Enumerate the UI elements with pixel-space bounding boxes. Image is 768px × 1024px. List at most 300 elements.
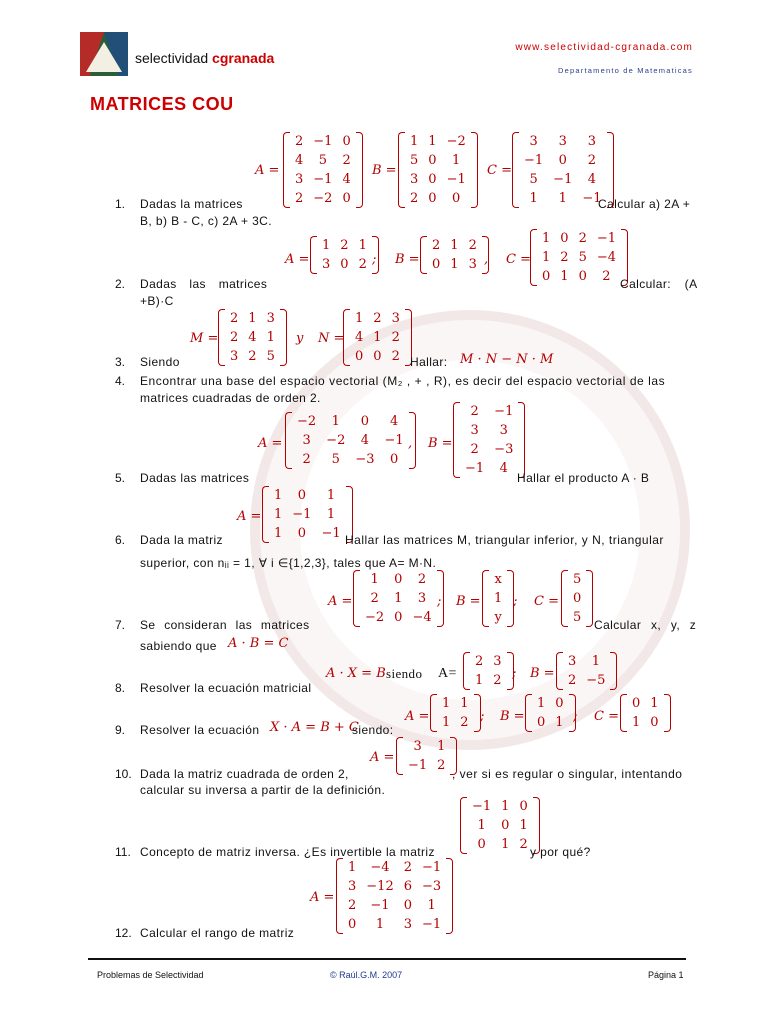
label-a: A=	[438, 666, 457, 681]
department-label: Departamento de Matematicas	[558, 66, 693, 75]
matrix-cell: −1	[422, 917, 442, 932]
matrix-row	[343, 896, 446, 915]
matrix-cell: 2	[468, 238, 477, 253]
matrix-cell: 0	[342, 134, 351, 149]
matrix-body	[519, 132, 607, 208]
matrix-cell: 1	[348, 860, 357, 875]
matrix-cell: 0	[632, 696, 641, 711]
matrix-cell: 4	[389, 414, 399, 429]
matrix-cell: 1	[501, 799, 510, 814]
matrix-cell: 1	[477, 818, 486, 833]
matrix-left-bracket	[453, 402, 460, 478]
matrix-row	[470, 652, 507, 671]
matrix-cell: 2	[358, 257, 367, 272]
matrix-row	[437, 713, 474, 732]
problem-text: Se consideran las matrices	[140, 618, 310, 632]
matrix-body	[269, 486, 346, 543]
matrix-row	[532, 713, 569, 732]
matrix-cell: 1	[373, 330, 382, 345]
matrix-left-bracket	[218, 309, 225, 366]
matrix-cell: 3	[568, 654, 577, 669]
matrix-left-bracket	[482, 570, 489, 627]
matrix-body	[437, 694, 474, 732]
matrix-cell: 4	[342, 172, 351, 187]
matrix-left-bracket	[430, 694, 437, 732]
matrix-cell: 0	[578, 269, 587, 284]
matrix-cell: 0	[394, 572, 403, 587]
matrix-cell: 2	[475, 654, 484, 669]
problem-text: Resolver la ecuación	[140, 723, 260, 737]
matrix-row	[470, 671, 507, 690]
matrix-cell: 2	[493, 673, 502, 688]
matrix-row	[405, 170, 471, 189]
problem-number: 11.	[115, 845, 131, 859]
label-a: A =	[285, 252, 310, 267]
problem-text: Encontrar una base del espacio vectorial (M₂ , + , R), es decir del espacio vectorial de las	[140, 374, 666, 388]
matrix-body	[532, 694, 569, 732]
matrix-cell: 2	[342, 153, 351, 168]
matrix-cell: 2	[391, 330, 400, 345]
problem-text: sabiendo que	[140, 639, 217, 653]
matrix-cell: 0	[297, 488, 306, 503]
matrix-body	[317, 236, 372, 274]
label-a: A =	[328, 594, 353, 609]
matrix-cell: 1	[519, 818, 528, 833]
matrix-left-bracket	[463, 652, 470, 690]
matrix-body	[360, 570, 437, 627]
matrix-cell: 1	[542, 250, 551, 265]
matrix-cell: 1	[355, 311, 364, 326]
matrix-p10-a	[396, 737, 457, 775]
separator: ,	[484, 252, 489, 267]
matrix-row	[568, 570, 586, 589]
matrix-cell: 5	[331, 452, 340, 467]
matrix-cell: 1	[370, 572, 379, 587]
matrix-cell: 0	[452, 191, 461, 206]
matrix-cell: −3	[355, 452, 375, 467]
matrix-left-bracket	[420, 236, 427, 274]
matrix-cell: 4	[355, 330, 364, 345]
separator: ;	[480, 709, 485, 724]
matrix-cell: 1	[450, 257, 459, 272]
matrix-cell: 2	[230, 311, 239, 326]
matrix-body	[405, 132, 471, 208]
matrix-cell: −1	[465, 461, 485, 476]
label-a: A =	[237, 509, 262, 524]
matrix-row	[467, 816, 533, 835]
matrix-cell: 1	[427, 898, 436, 913]
matrix-row	[350, 328, 405, 347]
matrix-cell: 5	[318, 153, 327, 168]
problem-number: 4.	[115, 374, 126, 388]
matrix-row	[225, 309, 280, 328]
matrix-cell: −1	[313, 134, 333, 149]
matrix-cell: −2	[365, 610, 385, 625]
matrix-cell: −1	[472, 799, 492, 814]
label-c: C =	[487, 163, 512, 178]
problem-text: calcular su inversa a partir de la definición.	[140, 783, 386, 797]
matrix-p8-b	[556, 652, 617, 690]
matrix-row	[290, 132, 356, 151]
matrix-row	[537, 229, 621, 248]
matrix-p1-b	[398, 132, 478, 208]
matrix-row	[467, 835, 533, 854]
matrix-cell: 2	[391, 349, 400, 364]
problem-text: siendo	[386, 666, 423, 681]
matrix-cell: 0	[355, 349, 364, 364]
matrix-cell: −1	[494, 404, 514, 419]
matrix-cell: 1	[274, 507, 283, 522]
matrix-cell: 3	[403, 917, 412, 932]
matrix-cell: 2	[437, 758, 446, 773]
problem-text: B, b) B - C, c) 2A + 3C.	[140, 214, 272, 228]
problem-number: 12.	[115, 926, 132, 940]
matrix-cell: 1	[591, 654, 600, 669]
label-a: A =	[258, 436, 283, 451]
matrix-cell: −1	[553, 172, 573, 187]
matrix-cell: −2	[297, 414, 317, 429]
matrix-cell: −3	[422, 879, 442, 894]
matrix-row	[537, 248, 621, 267]
matrix-cell: 0	[558, 153, 567, 168]
matrix-left-bracket	[512, 132, 519, 208]
matrix-cell: 1	[501, 837, 510, 852]
label-c: C =	[506, 252, 531, 267]
label-m: M =	[190, 331, 219, 346]
matrix-left-bracket	[556, 652, 563, 690]
matrix-cell: 3	[410, 172, 419, 187]
footer-page-number: Página 1	[648, 970, 684, 980]
matrix-left-bracket	[262, 486, 269, 543]
matrix-cell: 0	[342, 191, 351, 206]
matrix-body	[489, 570, 507, 627]
matrix-left-bracket	[285, 412, 292, 469]
matrix-p9-b	[525, 694, 576, 732]
matrix-cell: 3	[391, 311, 400, 326]
matrix-left-bracket	[396, 737, 403, 775]
matrix-row	[437, 694, 474, 713]
label-b: B =	[456, 594, 481, 609]
separator: ;	[513, 594, 518, 609]
matrix-right-bracket	[664, 694, 671, 732]
matrix-body	[537, 229, 621, 286]
matrix-row	[627, 713, 664, 732]
matrix-cell: −1	[408, 758, 428, 773]
matrix-left-bracket	[353, 570, 360, 627]
label-b: B =	[395, 252, 420, 267]
matrix-row	[290, 170, 356, 189]
matrix-cell: 2	[602, 269, 611, 284]
problem-number: 9.	[115, 723, 126, 737]
matrix-cell: −1	[446, 172, 466, 187]
matrix-cell: 1	[326, 507, 336, 522]
matrix-row	[563, 652, 610, 671]
matrix-cell: −1	[313, 172, 333, 187]
matrix-cell: 6	[403, 879, 412, 894]
matrix-body	[470, 652, 507, 690]
matrix-cell: −1	[582, 191, 602, 206]
problem-text: Hallar las matrices M, triangular inferior, y N, triangular	[345, 533, 664, 547]
matrix-cell: −2	[446, 134, 466, 149]
matrix-cell: −4	[412, 610, 432, 625]
matrix-cell: 2	[373, 311, 382, 326]
matrix-cell: 4	[295, 153, 304, 168]
matrix-cell: 1	[452, 153, 461, 168]
matrix-body	[460, 402, 518, 478]
matrix-row	[343, 877, 446, 896]
matrix-cell: 5	[573, 572, 582, 587]
matrix-p2-a	[310, 236, 379, 274]
matrix-cell: 2	[348, 898, 357, 913]
matrix-cell: x	[494, 572, 502, 587]
problem-text: Siendo	[140, 355, 180, 369]
matrix-cell: −1	[370, 898, 390, 913]
matrix-cell: 2	[470, 404, 479, 419]
matrix-cell: −12	[366, 879, 394, 894]
matrix-body	[467, 797, 533, 854]
matrix-cell: 1	[248, 311, 257, 326]
matrix-left-bracket	[525, 694, 532, 732]
separator: ,	[408, 436, 413, 451]
matrix-left-bracket	[336, 858, 343, 934]
matrix-cell: 0	[373, 349, 382, 364]
matrix-cell: 1	[460, 696, 469, 711]
site-url[interactable]: www.selectividad-cgranada.com	[515, 42, 693, 53]
matrix-cell: 3	[266, 311, 275, 326]
matrix-cell: 4	[248, 330, 257, 345]
matrix-cell: 0	[389, 452, 399, 467]
matrix-row	[269, 524, 346, 543]
matrix-row	[350, 309, 405, 328]
matrix-cell: −5	[586, 673, 606, 688]
separator: ;	[512, 666, 517, 681]
matrix-cell: 5	[410, 153, 419, 168]
matrix-row	[627, 694, 664, 713]
matrix-cell: 3	[348, 879, 357, 894]
matrix-cell: 1	[442, 715, 451, 730]
matrix-cell: 1	[375, 917, 385, 932]
matrix-cell: 2	[432, 238, 441, 253]
matrix-cell: 3	[587, 134, 597, 149]
matrix-row	[269, 505, 346, 524]
matrix-cell: 2	[370, 591, 379, 606]
matrix-body	[427, 236, 482, 274]
footer-copyright: © Raúl.G.M. 2007	[330, 970, 403, 980]
matrix-p7-a	[353, 570, 444, 627]
matrix-cell: 1	[542, 231, 551, 246]
matrix-cell: 4	[587, 172, 597, 187]
matrix-cell: 1	[274, 526, 283, 541]
label-b: B =	[500, 709, 525, 724]
matrix-cell: 1	[358, 238, 367, 253]
matrix-p11	[460, 797, 540, 854]
matrix-p7-c	[561, 570, 593, 627]
matrix-row	[427, 255, 482, 274]
matrix-cell: 1	[450, 238, 459, 253]
matrix-cell: 2	[230, 330, 239, 345]
matrix-cell: 2	[519, 837, 528, 852]
label-b: B =	[372, 163, 397, 178]
matrix-cell: 0	[477, 837, 486, 852]
matrix-cell: 1	[650, 696, 659, 711]
matrix-cell: 1	[331, 414, 340, 429]
matrix-cell: 1	[442, 696, 451, 711]
brand-name: selectividad cgranada	[135, 50, 275, 66]
matrix-p5-a	[285, 412, 416, 469]
matrix-row	[427, 236, 482, 255]
matrix-row	[405, 189, 471, 208]
problem-number: 1.	[115, 197, 126, 211]
page-title: MATRICES COU	[90, 94, 234, 114]
matrix-row	[292, 431, 409, 450]
matrix-cell: 1	[428, 134, 437, 149]
matrix-body	[292, 412, 409, 469]
matrix-body	[403, 737, 450, 775]
matrix-row	[292, 450, 409, 469]
matrix-row	[405, 132, 471, 151]
math-expression: A · B = C	[228, 636, 289, 651]
label-c: C =	[534, 594, 559, 609]
problem-text: Calcular a) 2A +	[598, 197, 691, 211]
matrix-row	[519, 151, 607, 170]
matrix-p5-b	[453, 402, 525, 478]
problem-number: 5.	[115, 471, 126, 485]
matrix-cell: 0	[555, 696, 564, 711]
problem-number: 10.	[115, 767, 132, 781]
matrix-cell: 2	[302, 452, 311, 467]
matrix-right-bracket	[518, 402, 525, 478]
problem-text: Hallar el producto A · B	[517, 471, 650, 485]
matrix-right-bracket	[586, 570, 593, 627]
label-b: B =	[530, 666, 555, 681]
matrix-cell: y	[494, 610, 502, 625]
matrix-body	[563, 652, 610, 690]
matrix-row	[460, 421, 518, 440]
matrix-row	[519, 189, 607, 208]
matrix-row	[343, 858, 446, 877]
matrix-cell: 3	[468, 257, 477, 272]
problem-number: 2.	[115, 277, 126, 291]
matrix-cell: 1	[494, 591, 503, 606]
matrix-row	[225, 328, 280, 347]
connector-y: y	[296, 331, 304, 346]
matrix-cell: 0	[403, 898, 412, 913]
matrix-cell: 2	[403, 860, 412, 875]
matrix-cell: 1	[437, 739, 446, 754]
matrix-cell: −1	[292, 507, 312, 522]
matrix-row	[568, 589, 586, 608]
matrix-cell: 2	[295, 134, 304, 149]
matrix-cell: 3	[322, 257, 331, 272]
matrix-cell: 0	[428, 172, 437, 187]
matrix-row	[460, 459, 518, 478]
matrix-cell: 0	[650, 715, 659, 730]
matrix-row	[403, 756, 450, 775]
matrix-cell: 5	[578, 250, 587, 265]
matrix-cell: 3	[413, 739, 422, 754]
matrix-cell: −1	[524, 153, 544, 168]
matrix-cell: 5	[573, 610, 582, 625]
matrix-row	[343, 915, 446, 934]
problem-text: +B)·C	[140, 294, 174, 308]
problem-text: superior, con nᵢᵢ = 1, ∀ i ∈{1,2,3}, tales que A= M·N.	[140, 556, 437, 570]
problem-number: 6.	[115, 533, 126, 547]
matrix-row	[360, 608, 437, 627]
problem-text: Calcular el rango de matriz	[140, 926, 295, 940]
matrix-left-bracket	[343, 309, 350, 366]
logo-icon	[80, 32, 128, 76]
matrix-cell: −3	[494, 442, 514, 457]
matrix-cell: −1	[596, 231, 617, 246]
matrix-cell: 5	[529, 172, 538, 187]
matrix-cell: 1	[555, 715, 564, 730]
problem-text: Calcular: (A	[620, 277, 698, 291]
matrix-left-bracket	[398, 132, 405, 208]
matrix-cell: 2	[587, 153, 597, 168]
matrix-row	[467, 797, 533, 816]
matrix-p1-a	[283, 132, 363, 208]
matrix-cell: 0	[394, 610, 403, 625]
matrix-cell: 3	[499, 423, 508, 438]
matrix-cell: 0	[348, 917, 357, 932]
matrix-right-bracket	[356, 132, 363, 208]
footer-left: Problemas de Selectividad	[97, 970, 204, 980]
matrix-row	[489, 570, 507, 589]
math-expression: M · N − N · M	[460, 352, 554, 367]
problem-number: 3.	[115, 355, 126, 369]
label-n: N =	[318, 331, 345, 346]
matrix-cell: 0	[428, 153, 437, 168]
matrix-right-bracket	[280, 309, 287, 366]
matrix-right-bracket	[446, 858, 453, 934]
matrix-cell: 0	[519, 799, 528, 814]
matrix-cell: 2	[578, 231, 587, 246]
footer-divider	[88, 958, 686, 960]
matrix-row	[290, 151, 356, 170]
matrix-cell: 2	[248, 349, 257, 364]
matrix-cell: −4	[596, 250, 617, 265]
matrix-cell: 0	[573, 591, 582, 606]
matrix-row	[405, 151, 471, 170]
matrix-row	[460, 402, 518, 421]
matrix-cell: 0	[537, 715, 546, 730]
matrix-cell: 4	[499, 461, 508, 476]
matrix-left-bracket	[283, 132, 290, 208]
separator: ;	[573, 709, 578, 724]
separator: ;	[437, 594, 442, 609]
matrix-left-bracket	[530, 229, 537, 286]
matrix-cell: 3	[230, 349, 239, 364]
matrix-cell: 2	[460, 715, 469, 730]
matrix-row	[460, 440, 518, 459]
matrix-right-bracket	[471, 132, 478, 208]
matrix-cell: −1	[384, 433, 404, 448]
matrix-left-bracket	[620, 694, 627, 732]
matrix-cell: 1	[632, 715, 641, 730]
problem-text: Hallar:	[410, 355, 448, 369]
problem-number: 8.	[115, 681, 126, 695]
matrix-row	[489, 589, 507, 608]
matrix-cell: 1	[394, 591, 403, 606]
matrix-cell: 5	[266, 349, 275, 364]
matrix-body	[290, 132, 356, 208]
matrix-p9-a	[430, 694, 481, 732]
matrix-cell: 3	[470, 423, 479, 438]
matrix-cell: 3	[417, 591, 427, 606]
matrix-cell: 0	[432, 257, 441, 272]
matrix-cell: 1	[410, 134, 419, 149]
matrix-cell: 2	[568, 673, 577, 688]
